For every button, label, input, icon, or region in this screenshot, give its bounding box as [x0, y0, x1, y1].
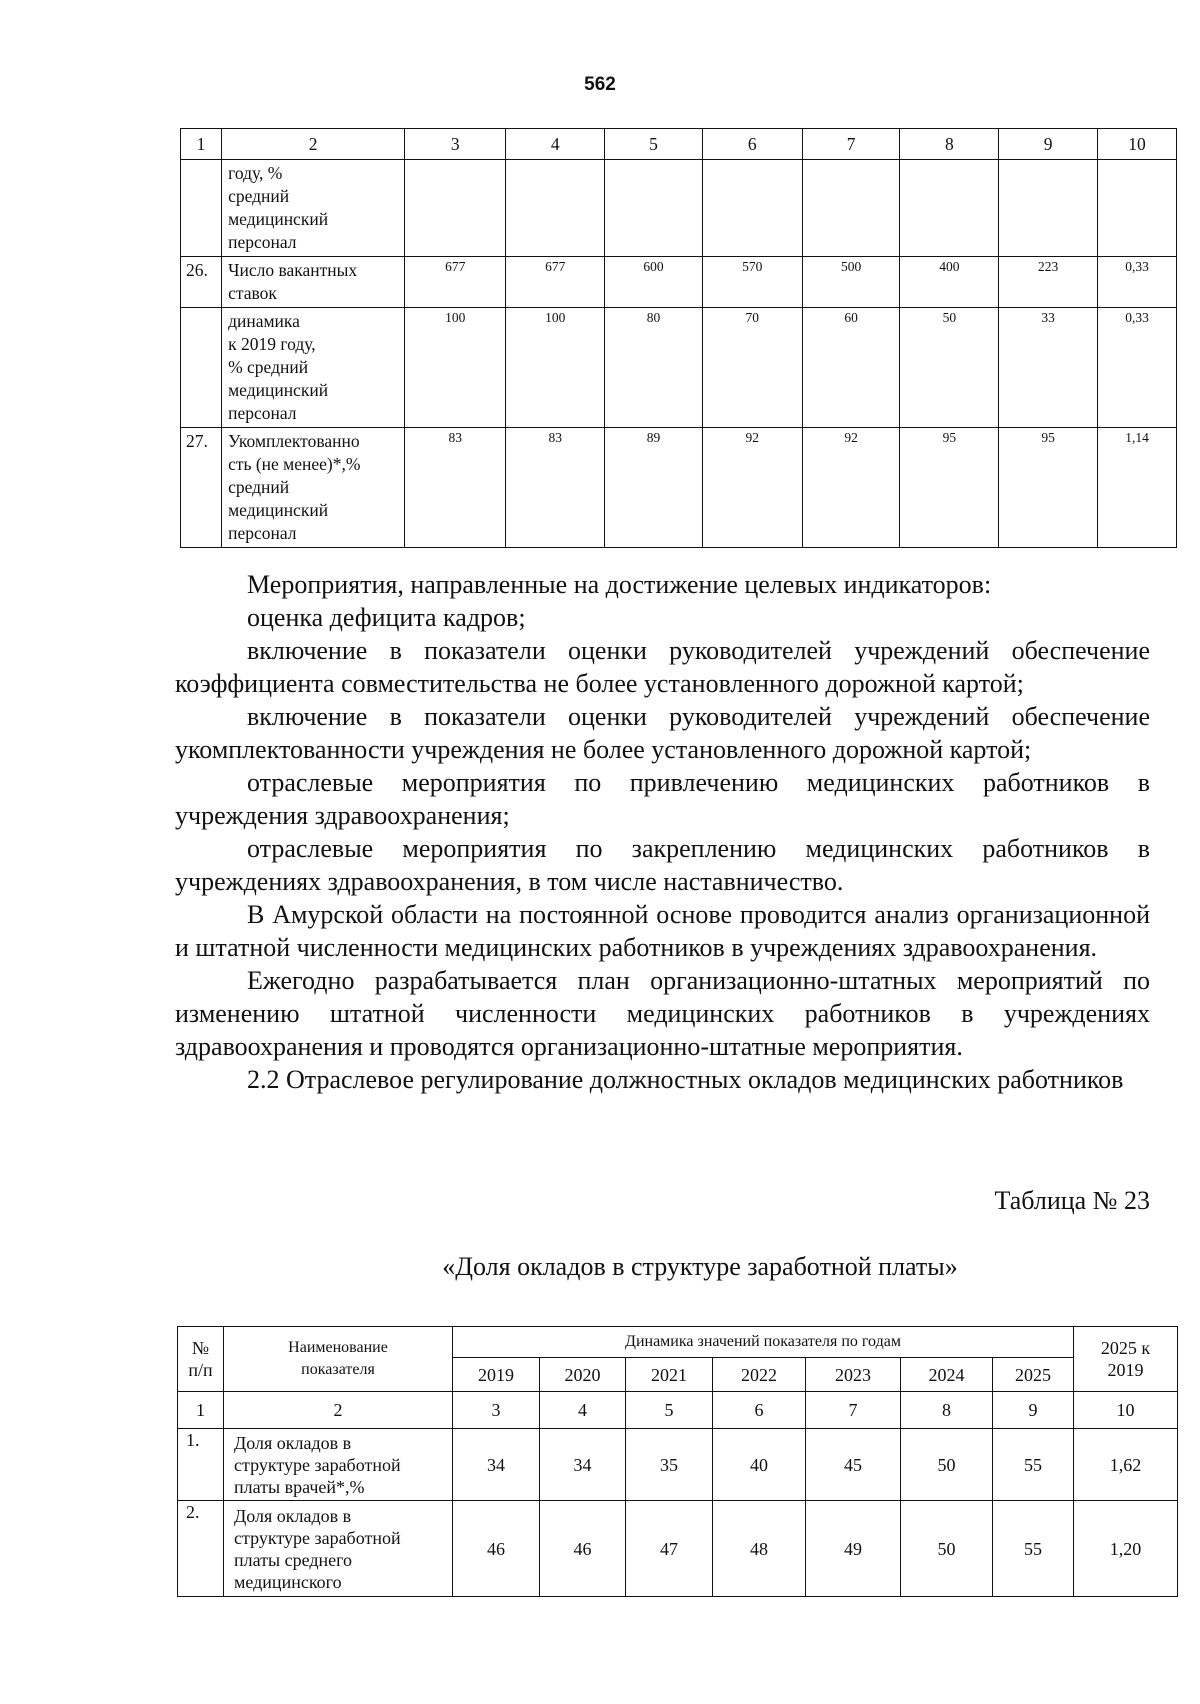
header-cell: 2 [222, 129, 405, 160]
value-cell [506, 160, 605, 257]
table-row [178, 1501, 1178, 1597]
value-cell: 70 [702, 308, 802, 428]
year-cell: 2021 [626, 1358, 713, 1392]
paragraph: отраслевые мероприятия по привлечению медицинских работников в учреждения здравоохранения; [175, 768, 1150, 830]
index-cell: 1 [178, 1392, 224, 1429]
header-cell: 4 [506, 129, 605, 160]
indicator-name: динамика к 2019 году, % средний медицинский персонал [222, 308, 405, 428]
table-header-row [181, 129, 1177, 160]
value-cell [405, 160, 506, 257]
header-cell: 3 [405, 129, 506, 160]
paragraph: отраслевые мероприятия по закреплению медицинских работников в учреждениях здравоохранения, в том числе наставничество. [175, 834, 1150, 896]
index-cell: 3 [453, 1392, 540, 1429]
value-cell: 1,62 [1074, 1429, 1178, 1501]
value-cell: 34 [540, 1429, 626, 1501]
paragraph: В Амурской области на постоянной основе проводится анализ организационной и штатной численности медицинских работников в учреждениях здравоохранения. [175, 900, 1150, 962]
value-cell: 0,33 [1098, 308, 1177, 428]
header-cell: 10 [1098, 129, 1177, 160]
value-cell: 49 [806, 1501, 901, 1597]
row-number [181, 160, 222, 257]
year-cell: 2025 [993, 1358, 1074, 1392]
value-cell: 400 [900, 257, 999, 308]
value-cell: 570 [702, 257, 802, 308]
year-cell: 2024 [901, 1358, 993, 1392]
value-cell: 34 [453, 1429, 540, 1501]
row-number: 27. [181, 428, 222, 548]
table-caption: Таблица № 23 [994, 1186, 1150, 1215]
value-cell: 92 [802, 428, 900, 548]
index-cell: 2 [224, 1392, 453, 1429]
value-cell: 89 [605, 428, 703, 548]
table-row [181, 160, 1177, 257]
value-cell: 33 [999, 308, 1098, 428]
body-text [175, 568, 1150, 1096]
indicator-name: Число вакантных ставок [222, 257, 405, 308]
value-cell: 100 [405, 308, 506, 428]
value-cell: 600 [605, 257, 703, 308]
index-cell: 5 [626, 1392, 713, 1429]
value-cell: 55 [993, 1501, 1074, 1597]
indicator-name: году, % средний медицинский персонал [222, 160, 405, 257]
header-cell: 5 [605, 129, 703, 160]
page-number: 562 [584, 74, 616, 95]
index-cell: 4 [540, 1392, 626, 1429]
value-cell: 92 [702, 428, 802, 548]
value-cell: 55 [993, 1429, 1074, 1501]
table-title: «Доля окладов в структуре заработной платы» [442, 1252, 958, 1281]
year-cell: 2019 [453, 1358, 540, 1392]
index-cell: 9 [993, 1392, 1074, 1429]
table-row [181, 308, 1177, 428]
value-cell: 46 [540, 1501, 626, 1597]
row-number [181, 308, 222, 428]
indicators-table-continued [180, 128, 1177, 548]
indicator-name: Укомплектованно сть (не менее)*,% средний медицинский персонал [222, 428, 405, 548]
row-number: 1. [178, 1429, 224, 1501]
value-cell: 45 [806, 1429, 901, 1501]
value-cell: 1,14 [1098, 428, 1177, 548]
index-cell: 10 [1074, 1392, 1178, 1429]
value-cell: 35 [626, 1429, 713, 1501]
value-cell: 500 [802, 257, 900, 308]
paragraph: включение в показатели оценки руководителей учреждений обеспечение укомплектованности учреждения не более установленного дорожной картой; [175, 702, 1150, 764]
value-cell: 0,33 [1098, 257, 1177, 308]
section-heading: 2.2 Отраслевое регулирование должностных окладов медицинских работников [247, 1065, 1124, 1094]
value-cell [605, 160, 703, 257]
value-cell [900, 160, 999, 257]
paragraph: оценка дефицита кадров; [247, 603, 526, 632]
value-cell [1098, 160, 1177, 257]
value-cell [999, 160, 1098, 257]
header-ratio: 2025 к 2019 [1074, 1327, 1178, 1392]
value-cell: 677 [405, 257, 506, 308]
header-indicator: Наименование показателя [224, 1327, 453, 1392]
paragraph: включение в показатели оценки руководителей учреждений обеспечение коэффициента совместительства не более установленного дорожной картой; [175, 636, 1150, 698]
value-cell: 46 [453, 1501, 540, 1597]
value-cell: 40 [713, 1429, 806, 1501]
header-dynamics: Динамика значений показателя по годам [453, 1327, 1074, 1358]
row-number: 2. [178, 1501, 224, 1597]
header-cell: 9 [999, 129, 1098, 160]
value-cell: 83 [506, 428, 605, 548]
table-index-row [178, 1392, 1178, 1429]
value-cell: 100 [506, 308, 605, 428]
year-cell: 2023 [806, 1358, 901, 1392]
paragraph: Ежегодно разрабатывается план организационно-штатных мероприятий по изменению штатной численности медицинских работников в учреждениях здравоохранения и проводятся организационно-штатные мероприятия. [175, 966, 1150, 1061]
value-cell: 50 [900, 308, 999, 428]
table-row [178, 1429, 1178, 1501]
value-cell [702, 160, 802, 257]
value-cell: 48 [713, 1501, 806, 1597]
value-cell: 1,20 [1074, 1501, 1178, 1597]
header-cell: 8 [900, 129, 999, 160]
index-cell: 7 [806, 1392, 901, 1429]
index-cell: 6 [713, 1392, 806, 1429]
table-row [181, 257, 1177, 308]
year-cell: 2022 [713, 1358, 806, 1392]
value-cell: 223 [999, 257, 1098, 308]
row-number: 26. [181, 257, 222, 308]
value-cell: 95 [999, 428, 1098, 548]
value-cell: 60 [802, 308, 900, 428]
indicator-name: Доля окладов в структуре заработной платы врачей*,% [224, 1429, 453, 1501]
value-cell: 677 [506, 257, 605, 308]
header-cell: 7 [802, 129, 900, 160]
table-row [181, 428, 1177, 548]
header-number: № п/п [178, 1327, 224, 1392]
value-cell [802, 160, 900, 257]
index-cell: 8 [901, 1392, 993, 1429]
value-cell: 50 [901, 1501, 993, 1597]
value-cell: 80 [605, 308, 703, 428]
table-header-row [178, 1327, 1178, 1358]
header-cell: 6 [702, 129, 802, 160]
value-cell: 83 [405, 428, 506, 548]
paragraph: Мероприятия, направленные на достижение целевых индикаторов: [247, 570, 992, 599]
value-cell: 95 [900, 428, 999, 548]
salary-share-table [177, 1326, 1178, 1597]
year-cell: 2020 [540, 1358, 626, 1392]
value-cell: 50 [901, 1429, 993, 1501]
indicator-name: Доля окладов в структуре заработной платы среднего медицинского [224, 1501, 453, 1597]
value-cell: 47 [626, 1501, 713, 1597]
header-cell: 1 [181, 129, 222, 160]
